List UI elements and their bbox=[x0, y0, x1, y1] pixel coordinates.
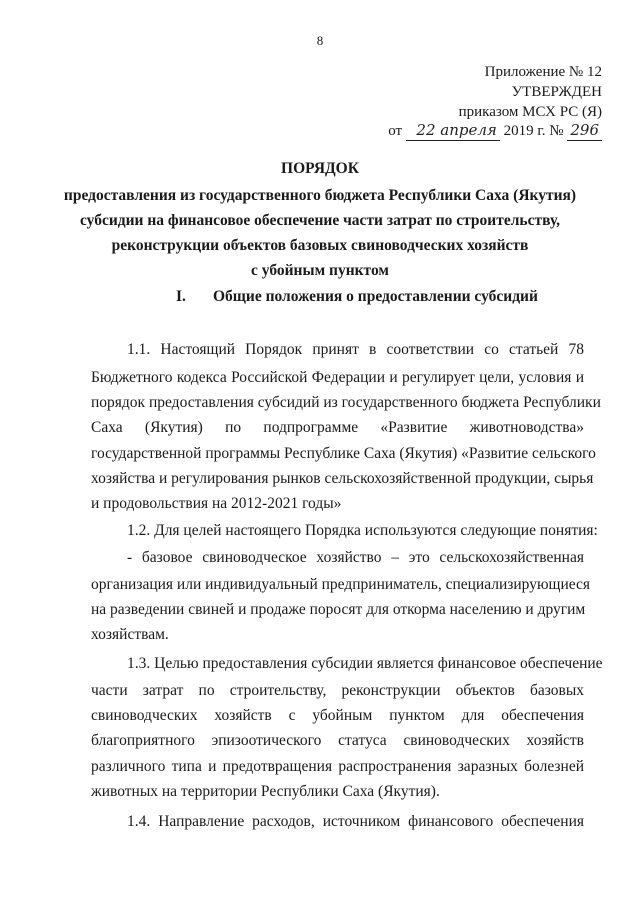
paragraph-line: части затрат по строительству, реконструкции объектов базовых bbox=[91, 682, 584, 699]
section-title: Общие положения о предоставлении субсидий bbox=[213, 288, 538, 305]
subtitle-line: реконструкции объектов базовых свиноводческих хозяйств bbox=[111, 237, 529, 254]
paragraph-line: благоприятного эпизоотического статуса свиноводческих хозяйств bbox=[91, 732, 584, 749]
paragraph-line: животных на территории Республики Саха (Якутия). bbox=[91, 783, 440, 800]
document-title: ПОРЯДОК bbox=[281, 160, 359, 177]
section-number: I. bbox=[176, 288, 186, 305]
order-reference: приказом МСХ РС (Я) bbox=[458, 104, 602, 120]
definition-line: - базовое свиноводческое хозяйство – это сельскохозяйственная bbox=[127, 549, 584, 566]
approved-label: УТВЕРЖДЕН bbox=[511, 84, 602, 100]
appendix-number: Приложение № 12 bbox=[484, 64, 602, 80]
paragraph-line: порядок предоставления субсидий из государственного бюджета Республики bbox=[91, 394, 601, 411]
order-year-number: 2019 г. № bbox=[503, 123, 564, 139]
paragraph-line: 1.3. Целью предоставления субсидии является финансовое обеспечение bbox=[127, 655, 603, 672]
definition-line: организация или индивидуальный предприниматель, специализирующиеся bbox=[91, 576, 591, 593]
handwritten-date: 22 апреля bbox=[406, 121, 500, 141]
paragraph-line: различного типа и предотвращения распространения заразных болезней bbox=[91, 758, 584, 775]
handwritten-order-number: 296 bbox=[567, 121, 602, 141]
paragraph-line: Саха (Якутия) по подпрограмме «Развитие животноводства» bbox=[91, 419, 584, 436]
subtitle-line: с убойным пунктом bbox=[251, 262, 389, 279]
order-date-line bbox=[388, 121, 602, 141]
paragraph-line: и продовольствия на 2012-2021 годы» bbox=[91, 495, 342, 512]
page-number: 8 bbox=[316, 33, 324, 48]
paragraph-line: 1.1. Настоящий Порядок принят в соответствии со статьей 78 bbox=[127, 341, 584, 358]
paragraph-line: свиноводческих хозяйств с убойным пунктом для обеспечения bbox=[91, 707, 584, 724]
paragraph-line: Бюджетного кодекса Российской Федерации и регулирует цели, условия и bbox=[91, 369, 584, 386]
paragraph-line: государственной программы Республике Саха (Якутия) «Развитие сельского bbox=[91, 445, 596, 462]
definition-line: на разведении свиней и продаже поросят для откорма населению и другим bbox=[91, 601, 586, 618]
paragraph-line: хозяйства и регулирования рынков сельскохозяйственной продукции, сырья bbox=[91, 470, 594, 487]
subtitle-line: предоставления из государственного бюджета Республики Саха (Якутия) bbox=[63, 187, 577, 204]
paragraph-line: 1.2. Для целей настоящего Порядка используются следующие понятия: bbox=[127, 522, 598, 539]
definition-line: хозяйствам. bbox=[91, 626, 169, 643]
date-prefix: от bbox=[388, 123, 403, 139]
subtitle-line: субсидии на финансовое обеспечение части затрат по строительству, bbox=[79, 212, 561, 229]
paragraph-line: 1.4. Направление расходов, источником финансового обеспечения bbox=[127, 813, 584, 830]
